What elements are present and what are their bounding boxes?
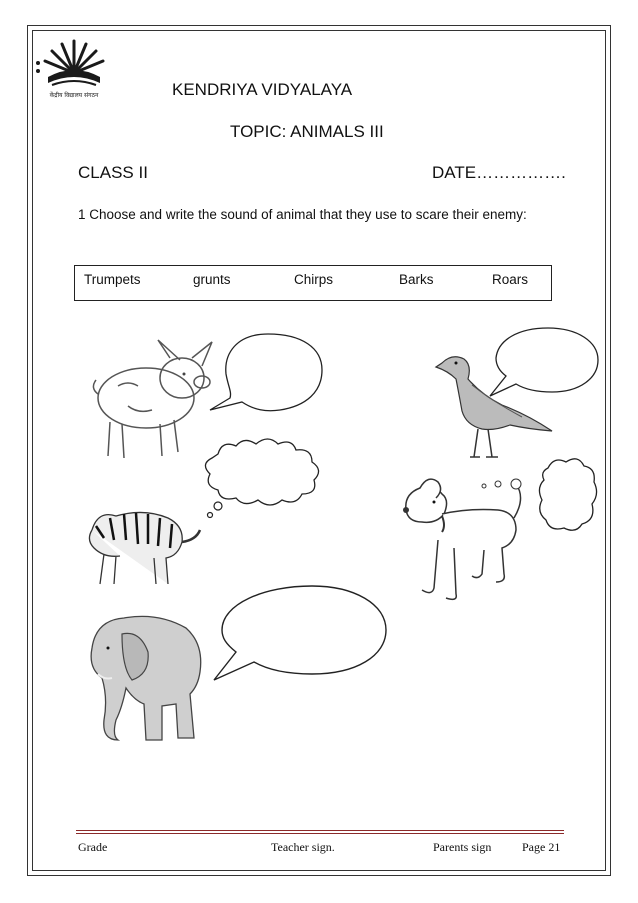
elephant-speech-bubble[interactable] — [204, 580, 394, 695]
word-grunts: grunts — [193, 272, 231, 287]
date-label: DATE……………. — [432, 163, 566, 182]
footer-page-number: Page 21 — [522, 840, 561, 854]
school-title: KENDRIYA VIDYALAYA — [172, 80, 353, 99]
kv-logo — [32, 33, 116, 108]
class-label: CLASS II — [78, 163, 148, 182]
dog-drawing — [398, 470, 534, 611]
word-trumpets: Trumpets — [84, 272, 141, 287]
pig-speech-bubble[interactable] — [206, 330, 326, 423]
elephant-drawing — [78, 608, 210, 753]
tiger-drawing — [84, 500, 208, 591]
dog-thought-bubble[interactable] — [536, 454, 600, 541]
bird-speech-bubble[interactable] — [486, 324, 602, 405]
question-text: 1 Choose and write the sound of animal that they use to scare their enemy: — [78, 207, 527, 222]
logo-text: केंद्रीय विद्यालय संगठन — [49, 92, 99, 99]
word-barks: Barks — [399, 272, 434, 287]
footer-rule-top — [76, 830, 564, 831]
tiger-thought-bubble[interactable] — [196, 436, 326, 525]
footer-rule-bottom — [76, 833, 564, 834]
word-chirps: Chirps — [294, 272, 334, 287]
word-roars: Roars — [492, 272, 529, 287]
footer-grade: Grade — [78, 840, 108, 854]
footer-parents-sign: Parents sign — [433, 840, 492, 854]
footer-teacher-sign: Teacher sign. — [271, 840, 335, 854]
topic-title: TOPIC: ANIMALS III — [230, 122, 384, 141]
